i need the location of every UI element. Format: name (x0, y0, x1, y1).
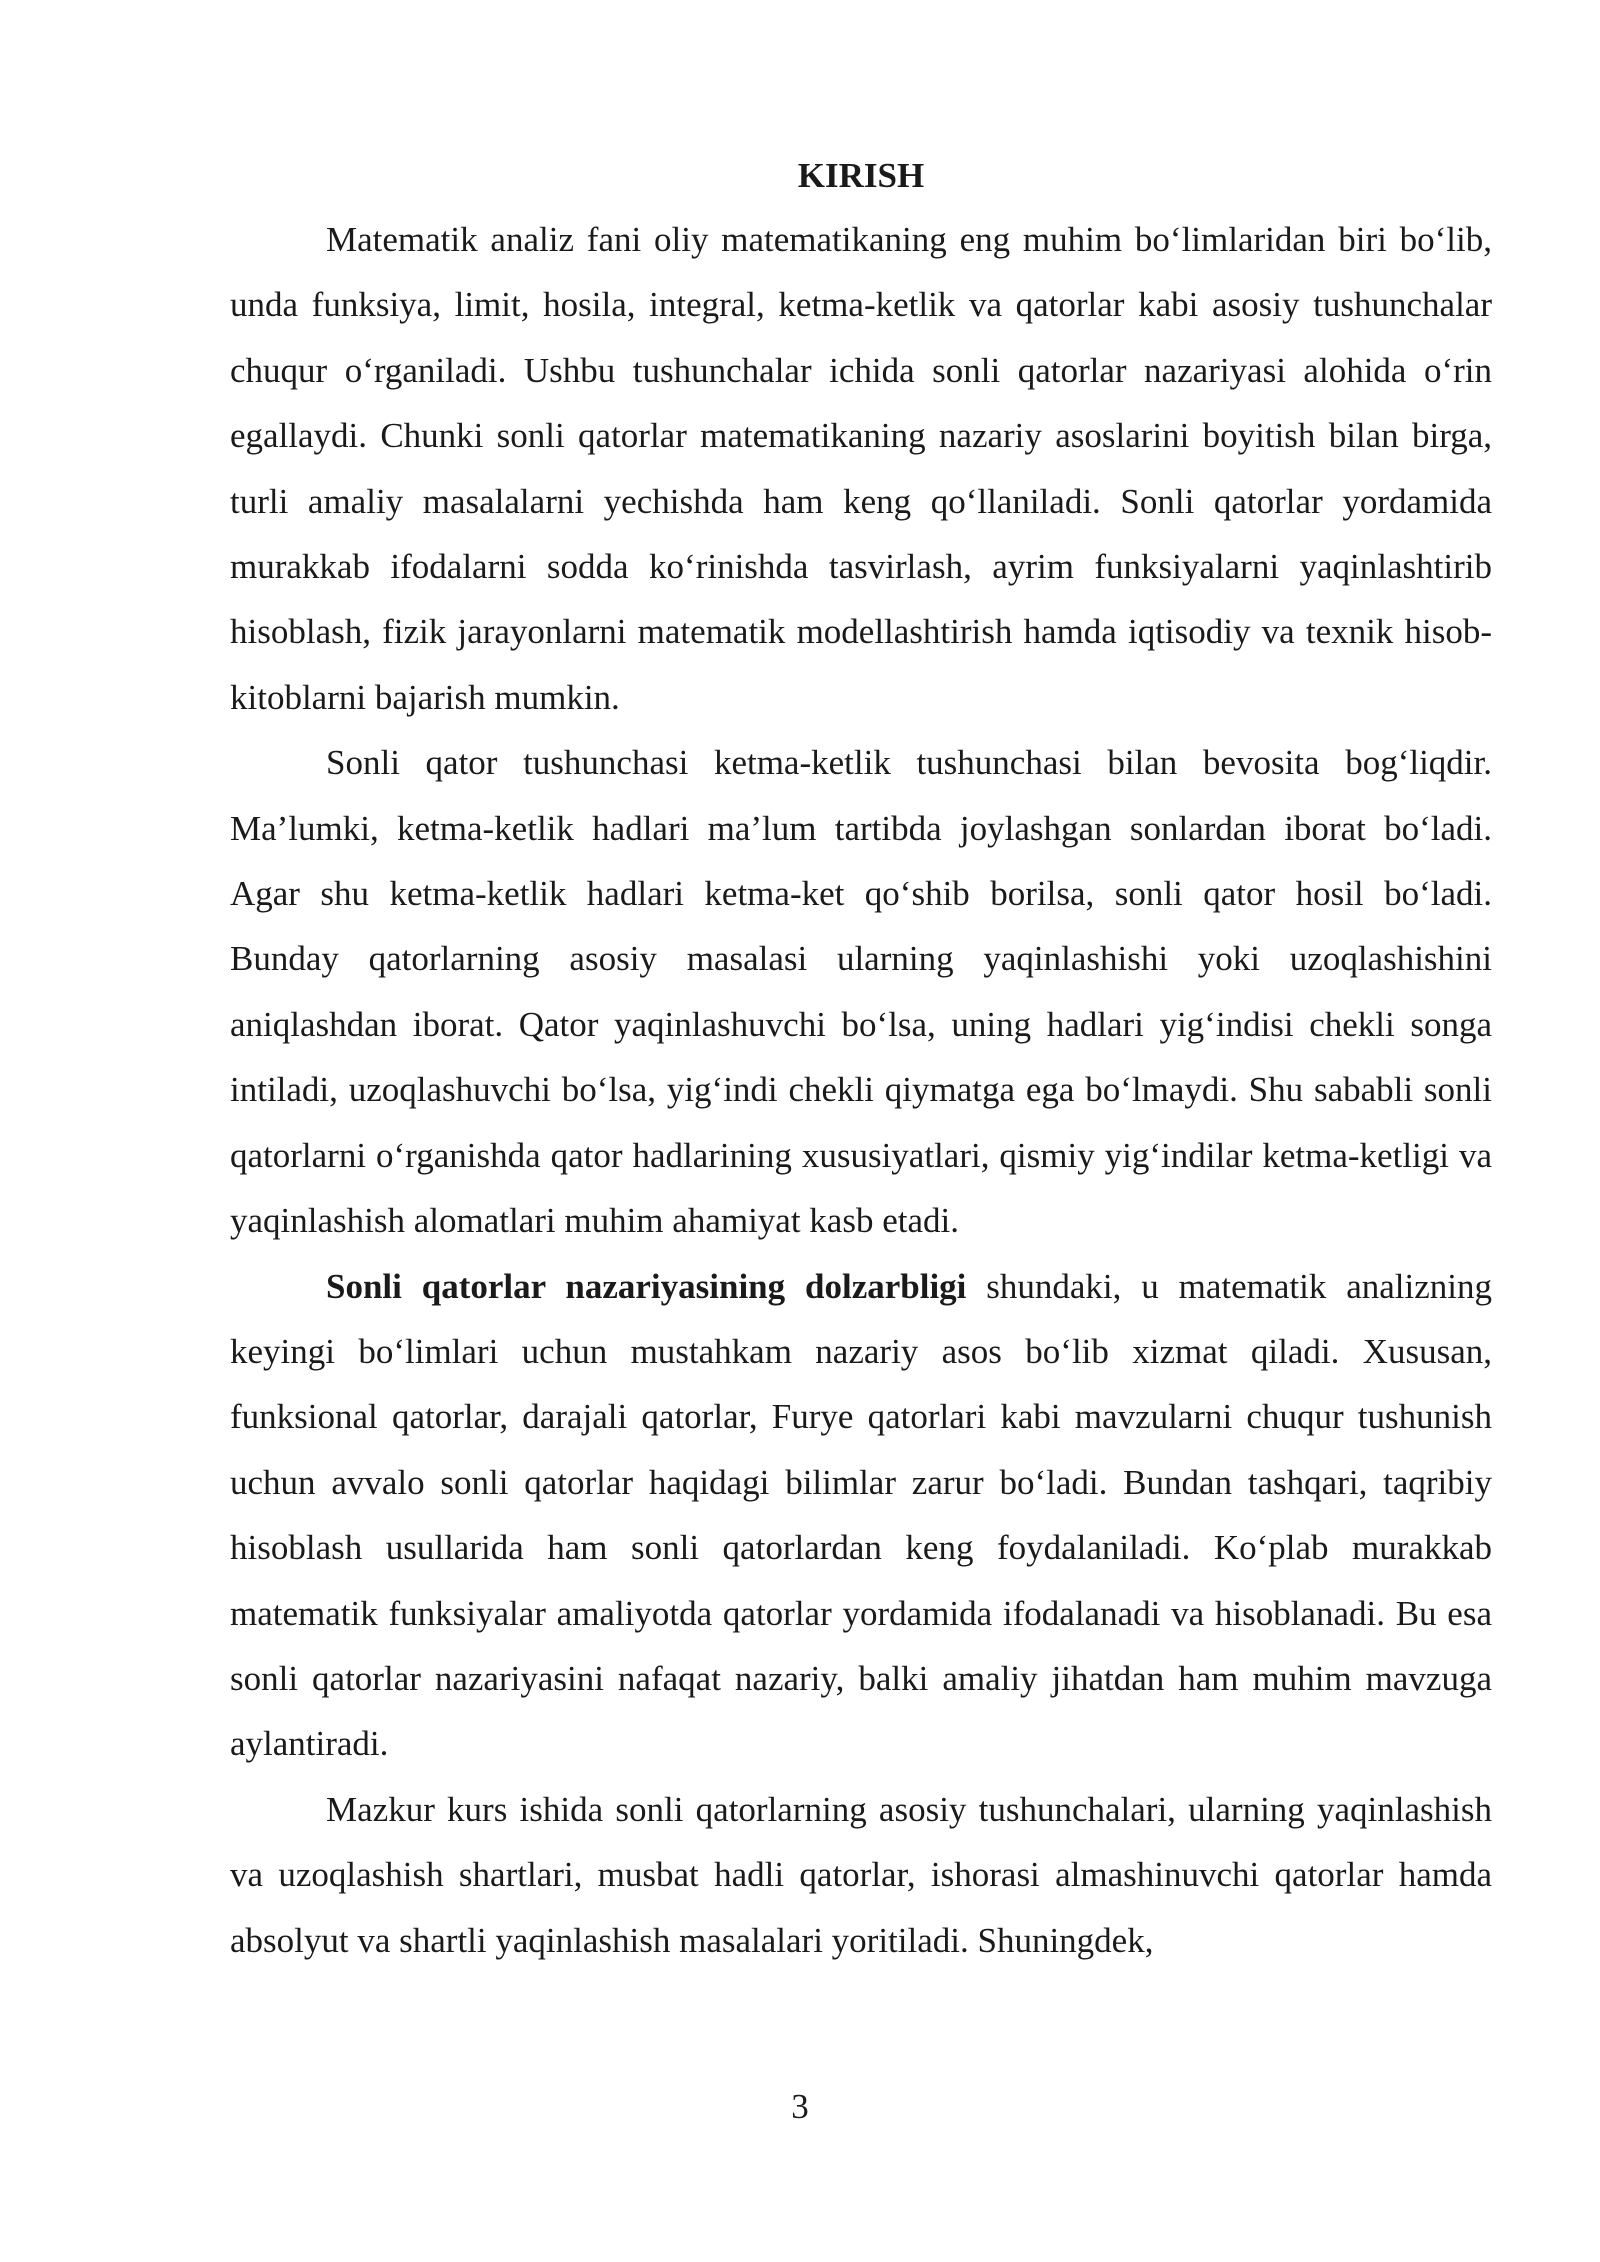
paragraph-2 (230, 730, 1492, 1253)
paragraph-2-text: Sonli qator tushunchasi ketma-ketlik tushunchasi bilan bevosita bog‘liqdir. Ma’lumki, ketma-ketlik hadlari ma’lum tartibda joylashgan sonlardan iborat bo‘ladi. Agar shu ketma-ketlik hadlari ketma-ket qo‘shib borilsa, sonli qator hosil bo‘ladi. Bunday qatorlarning asosiy masalasi ularning yaqinlashishi yoki uzoqlashishini aniqlashdan iborat. Qator yaqinlashuvchi bo‘lsa, uning hadlari yig‘indisi chekli songa intiladi, uzoqlashuvchi bo‘lsa, yig‘indi chekli qiymatga ega bo‘lmaydi. Shu sababli sonli qatorlarni o‘rganishda qator hadlarining xususiyatlari, qismiy yig‘indilar ketma-ketligi va yaqinlashish alomatlari muhim ahamiyat kasb etadi. (230, 743, 1492, 1241)
paragraph-1 (230, 207, 1492, 730)
page-content (230, 145, 1492, 1973)
paragraph-3-bold-lead: Sonli qatorlar nazariyasining dolzarbligi (326, 1266, 967, 1306)
paragraph-4-text: Mazkur kurs ishida sonli qatorlarning asosiy tushunchalari, ularning yaqinlashish va uzoqlashish shartlari, musbat hadli qatorlar, ishorasi almashinuvchi qatorlar hamda absolyut va shartli yaqinlashish masalalari yoritiladi. Shuningdek, (230, 1789, 1492, 1960)
paragraph-1-text: Matematik analiz fani oliy matematikaning eng muhim bo‘limlaridan biri bo‘lib, unda funksiya, limit, hosila, integral, ketma-ketlik va qatorlar kabi asosiy tushunchalar chuqur o‘rganiladi. Ushbu tushunchalar ichida sonli qatorlar nazariyasi alohida o‘rin egallaydi. Chunki sonli qatorlar matematikaning nazariy asoslarini boyitish bilan birga, turli amaliy masalalarni yechishda ham keng qo‘llaniladi. Sonli qatorlar yordamida murakkab ifodalarni sodda ko‘rinishda tasvirlash, ayrim funksiyalarni yaqinlashtirib hisoblash, fizik jarayonlarni matematik modellashtirish hamda iqtisodiy va texnik hisob-kitoblarni bajarish mumkin. (230, 220, 1492, 717)
page-number: 3 (791, 2087, 809, 2126)
paragraph-3-text: shundaki, u matematik analizning keyingi bo‘limlari uchun mustahkam nazariy asos bo‘lib xizmat qiladi. Xususan, funksional qatorlar, darajali qatorlar, Furye qatorlari kabi mavzularni chuqur tushunish uchun avvalo sonli qatorlar haqidagi bilimlar zarur bo‘ladi. Bundan tashqari, taqribiy hisoblash usullarida ham sonli qatorlardan keng foydalaniladi. Ko‘plab murakkab matematik funksiyalar amaliyotda qatorlar yordamida ifodalanadi va hisoblanadi. Bu esa sonli qatorlar nazariyasini nafaqat nazariy, balki amaliy jihatdan ham muhim mavzuga aylantiradi. (230, 1266, 1492, 1764)
paragraph-4 (230, 1777, 1492, 1973)
paragraph-3 (230, 1254, 1492, 1777)
page-title: KIRISH (797, 156, 925, 195)
